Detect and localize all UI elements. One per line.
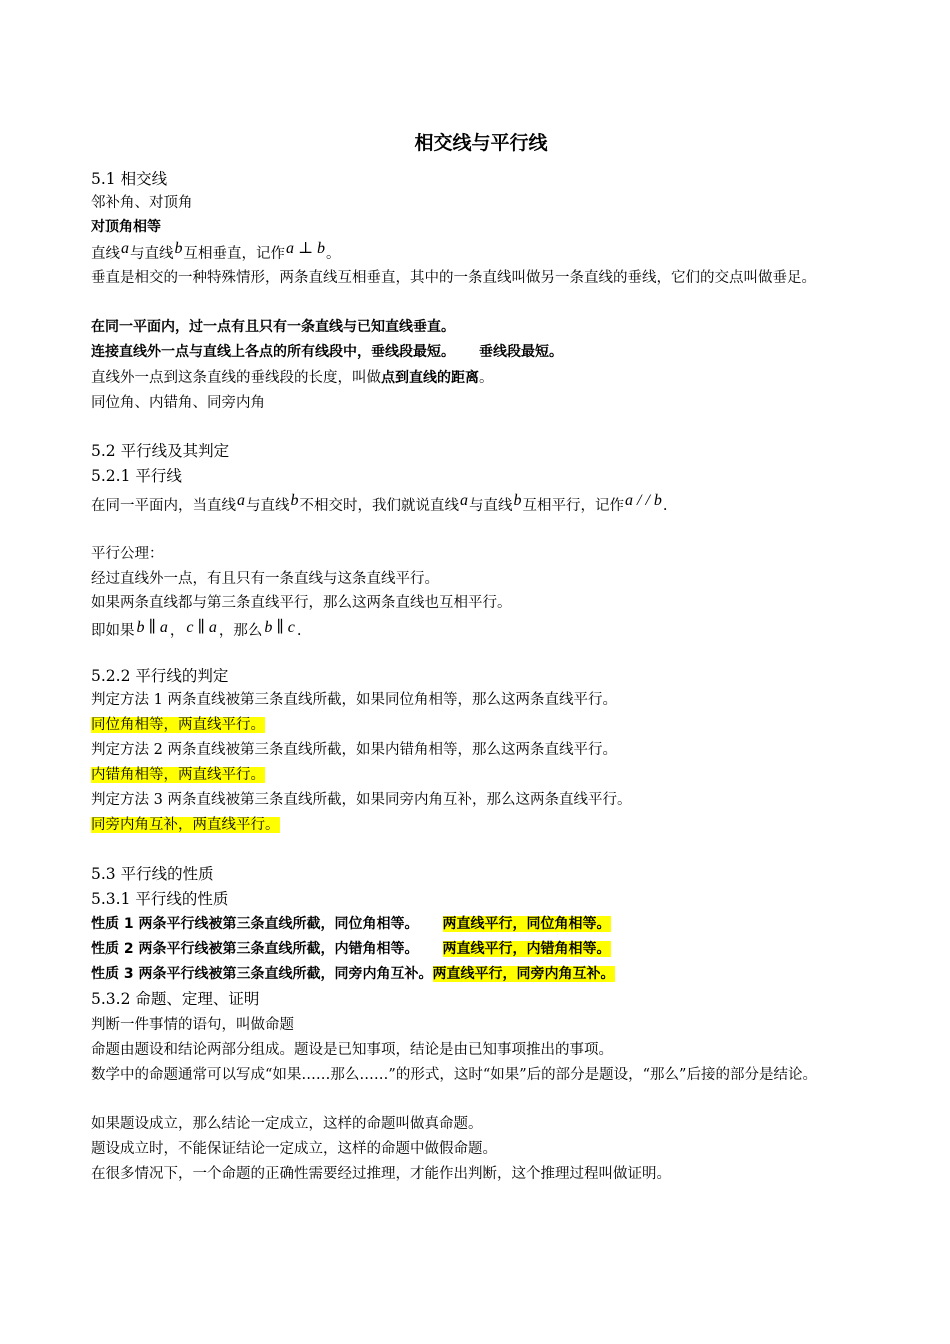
math-parallel-expr: a / / b [625, 492, 662, 509]
math-perp-expr: a ⊥ b [286, 240, 326, 257]
proposition-form: 数学中的命题通常可以写成“如果……那么……”的形式，这时“如果”后的部分是题设，“那么”后接的部分是结论。 [91, 1067, 817, 1083]
angle-types-text: 同位角、内错角、同旁内角 [91, 395, 265, 411]
parallel-axiom-title: 平行公理： [91, 546, 164, 562]
math-b-par-c: b ∥ c [264, 619, 295, 636]
proof-definition: 在很多情况下，一个命题的正确性需要经过推理，才能作出判断，这个推理过程叫做证明。 [91, 1166, 671, 1182]
parallel-corollary-notation: 即如果 b ∥ a ， c ∥ a ，那么 b ∥ c . [91, 619, 302, 639]
proposition-parts: 命题由题设和结论两部分组成。题设是已知事项，结论是由已知事项推出的事项。 [91, 1042, 613, 1058]
section-5-2-2-heading: 5.2.2 平行线的判定 [91, 667, 229, 685]
property-2: 性质 2 两条平行线被第三条直线所截，内错角相等。 两直线平行，内错角相等。 [91, 941, 611, 957]
section-5-2-1-heading: 5.2.1 平行线 [91, 467, 182, 485]
perpendicular-definition: 垂直是相交的一种特殊情形，两条直线互相垂直，其中的一条直线叫做另一条直线的垂线，它们的交点叫做垂足。 [91, 270, 816, 286]
criterion-1-summary: 同位角相等，两直线平行。 [91, 717, 265, 733]
parallel-corollary: 如果两条直线都与第三条直线平行，那么这两条直线也互相平行。 [91, 595, 512, 611]
property-1: 性质 1 两条平行线被第三条直线所截，同位角相等。 两直线平行，同位角相等。 [91, 916, 611, 932]
criterion-2-summary: 内错角相等，两直线平行。 [91, 767, 265, 783]
adjacent-angles-text: 邻补角、对顶角 [91, 195, 193, 211]
point-line-distance: 直线外一点到这条直线的垂线段的长度，叫做点到直线的距离。 [91, 370, 494, 386]
section-5-3-1-heading: 5.3.1 平行线的性质 [91, 890, 229, 908]
parallel-definition: 在同一平面内，当直线a与直线b不相交时，我们就说直线a与直线b互相平行，记作a / / b. [91, 492, 668, 514]
math-a: a [121, 240, 129, 257]
criterion-3-summary: 同旁内角互补，两直线平行。 [91, 817, 280, 833]
criterion-2: 判定方法 2 两条直线被第三条直线所截，如果内错角相等，那么这两条直线平行。 [91, 742, 617, 758]
shortest-segment-theorem: 连接直线外一点与直线上各点的所有线段中，垂线段最短。 垂线段最短。 [91, 344, 563, 360]
criterion-3: 判定方法 3 两条直线被第三条直线所截，如果同旁内角互补，那么这两条直线平行。 [91, 792, 632, 808]
unique-perpendicular-theorem: 在同一平面内，过一点有且只有一条直线与已知直线垂直。 [91, 319, 455, 335]
proposition-definition: 判断一件事情的语句，叫做命题 [91, 1017, 294, 1033]
math-b-par-a: b ∥ a [136, 619, 168, 636]
section-5-3-2-heading: 5.3.2 命题、定理、证明 [91, 990, 260, 1008]
true-proposition: 如果题设成立，那么结论一定成立，这样的命题叫做真命题。 [91, 1116, 483, 1132]
perpendicular-notation-line: 直线a与直线b互相垂直，记作a ⊥ b。 [91, 240, 341, 262]
criterion-1: 判定方法 1 两条直线被第三条直线所截，如果同位角相等，那么这两条直线平行。 [91, 692, 617, 708]
section-5-3-heading: 5.3 平行线的性质 [91, 865, 214, 883]
document-title: 相交线与平行线 [414, 132, 548, 154]
false-proposition: 题设成立时，不能保证结论一定成立，这样的命题中做假命题。 [91, 1141, 497, 1157]
math-c-par-a: c ∥ a [186, 619, 217, 636]
property-3: 性质 3 两条平行线被第三条直线所截，同旁内角互补。两直线平行，同旁内角互补。 [91, 966, 615, 982]
parallel-axiom: 经过直线外一点，有且只有一条直线与这条直线平行。 [91, 571, 439, 587]
vertical-angles-equal: 对顶角相等 [91, 219, 161, 235]
section-5-1-heading: 5.1 相交线 [91, 170, 168, 188]
section-5-2-heading: 5.2 平行线及其判定 [91, 442, 230, 460]
math-b: b [174, 240, 183, 257]
